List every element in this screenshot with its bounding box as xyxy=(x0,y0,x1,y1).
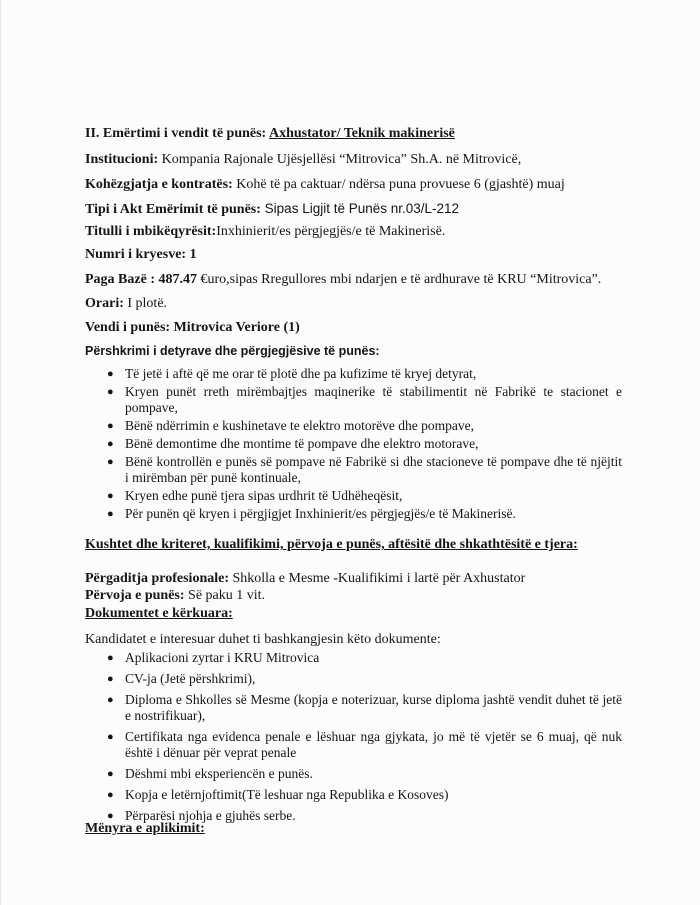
pergaditja-label: Përgaditja profesionale: xyxy=(85,571,229,586)
bullet-icon: ● xyxy=(107,386,114,398)
list-item: ● Diploma e Shkolles së Mesme (kopja e noterizuar, kurse diploma jashtë vendit duhet të jetë e nostrifikuar), xyxy=(107,692,622,723)
list-item: ● Kryen edhe punë tjera sipas urdhrit të Udhëheqësit, xyxy=(107,488,403,503)
field-kohezgjatja xyxy=(85,177,565,193)
list-item: ● Bënë demontime dhe montime të pompave dhe elektro motorave, xyxy=(107,436,479,451)
list-item: ● Të jetë i aftë që me orar të plotë dhe pa kufizime të kryej detyrat, xyxy=(107,366,477,381)
orari-value: I plotë. xyxy=(123,296,168,311)
section-title xyxy=(85,126,455,142)
bullet-icon: ● xyxy=(107,789,114,801)
pergaditja-value: Shkolla e Mesme -Kualifikimi i lartë për Axhustator xyxy=(229,571,526,586)
field-paga xyxy=(85,272,601,288)
list-item: ● Kopja e letërnjoftimit(Të leshuar nga Republika e Kosoves) xyxy=(107,787,449,802)
bullet-icon: ● xyxy=(107,810,114,822)
pervoja-value: Së paku 1 vit. xyxy=(184,588,266,603)
position-title: Axhustator/ Teknik makinerisë xyxy=(268,126,455,141)
institucioni-label: Institucioni: xyxy=(85,152,159,167)
documents-list xyxy=(107,650,622,829)
field-tipi xyxy=(85,201,459,218)
list-item: ● Certifikata nga evidenca penale e lëshuar nga gjykata, jo më të vjetër se 6 muaj, që nuk është i dënuar për veprat penale xyxy=(107,729,622,760)
field-pergaditja xyxy=(85,571,525,587)
field-titulli xyxy=(85,224,445,240)
tipi-value: Sipas Ligjit të Punës nr.03/L-212 xyxy=(260,201,460,216)
kohezgjatja-label: Kohëzgjatja e kontratës: xyxy=(85,177,233,192)
tipi-label: Tipi i Akt Emërimit të punës: xyxy=(85,202,261,217)
application-heading: Mënyra e aplikimit: xyxy=(85,821,205,836)
documents-heading: Dokumentet e kërkuara: xyxy=(85,606,233,621)
list-item: ● Bënë kontrollën e punës së pompave në Fabrikë si dhe stacioneve të pompave dhe të njëjtit i mirëmban për punë kontinuale, xyxy=(107,454,622,485)
list-item: ● Aplikacioni zyrtar i KRU Mitrovica xyxy=(107,650,320,665)
field-institucioni xyxy=(85,152,521,168)
list-item: ● CV-ja (Jetë përshkrimi), xyxy=(107,671,256,686)
list-item: ● Dëshmi mbi eksperiencën e punës. xyxy=(107,766,313,781)
section-title-prefix: II. Emërtimi i vendit të punës: xyxy=(85,126,269,141)
bullet-icon: ● xyxy=(107,673,114,685)
bullet-icon: ● xyxy=(107,694,114,706)
titulli-value: Inxhinierit/es përgjegjës/e të Makinerisë. xyxy=(216,224,446,239)
field-orari xyxy=(85,296,167,312)
field-numri: Numri i kryesve: 1 xyxy=(85,247,197,262)
pervoja-label: Përvoja e punës: xyxy=(85,588,185,603)
titulli-label: Titulli i mbikëqyrësit: xyxy=(85,224,217,239)
duties-heading: Përshkrimi i detyrave dhe përgjegjësive të punës: xyxy=(85,344,380,358)
conditions-heading: Kushtet dhe kriteret, kualifikimi, përvoja e punës, aftësitë dhe shkathtësitë e tjera: xyxy=(85,537,578,552)
bullet-icon: ● xyxy=(107,490,114,502)
field-pervoja xyxy=(85,588,265,604)
paga-value: €uro,sipas Rregullores mbi ndarjen e të ardhurave të KRU “Mitrovica”. xyxy=(196,272,602,287)
orari-label: Orari: xyxy=(85,296,124,311)
paga-label: Paga Bazë : 487.47 xyxy=(85,272,197,287)
bullet-icon: ● xyxy=(107,652,114,664)
list-item: ● Për punën që kryen i përgjigjet Inxhinierit/es përgjegjës/e të Makinerisë. xyxy=(107,506,516,521)
kohezgjatja-value: Kohë të pa caktuar/ ndërsa puna provuese 6 (gjashtë) muaj xyxy=(232,177,565,192)
documents-intro: Kandidatet e interesuar duhet ti bashkangjesin këto dokumente: xyxy=(85,632,441,647)
list-item: ● Kryen punët rreth mirëmbajtjes maqinerike të stabilimentit në Fabrikë te stacionet e pompave, xyxy=(107,384,622,415)
bullet-icon: ● xyxy=(107,731,114,743)
bullet-icon: ● xyxy=(107,508,114,520)
bullet-icon: ● xyxy=(107,368,114,380)
duties-list xyxy=(107,366,622,524)
bullet-icon: ● xyxy=(107,768,114,780)
bullet-icon: ● xyxy=(107,438,114,450)
field-vendi xyxy=(85,320,300,336)
vendi-label: Vendi i punës: xyxy=(85,320,171,335)
list-item: ● Përparësi njohja e gjuhës serbe. xyxy=(107,808,296,823)
institucioni-value: Kompania Rajonale Ujësjellësi “Mitrovica” Sh.A. në Mitrovicë, xyxy=(158,152,522,167)
vendi-value: Mitrovica Veriore (1) xyxy=(170,320,300,335)
bullet-icon: ● xyxy=(107,456,114,468)
bullet-icon: ● xyxy=(107,420,114,432)
list-item: ● Bënë ndërrimin e kushinetave te elektro motorëve dhe pompave, xyxy=(107,418,475,433)
